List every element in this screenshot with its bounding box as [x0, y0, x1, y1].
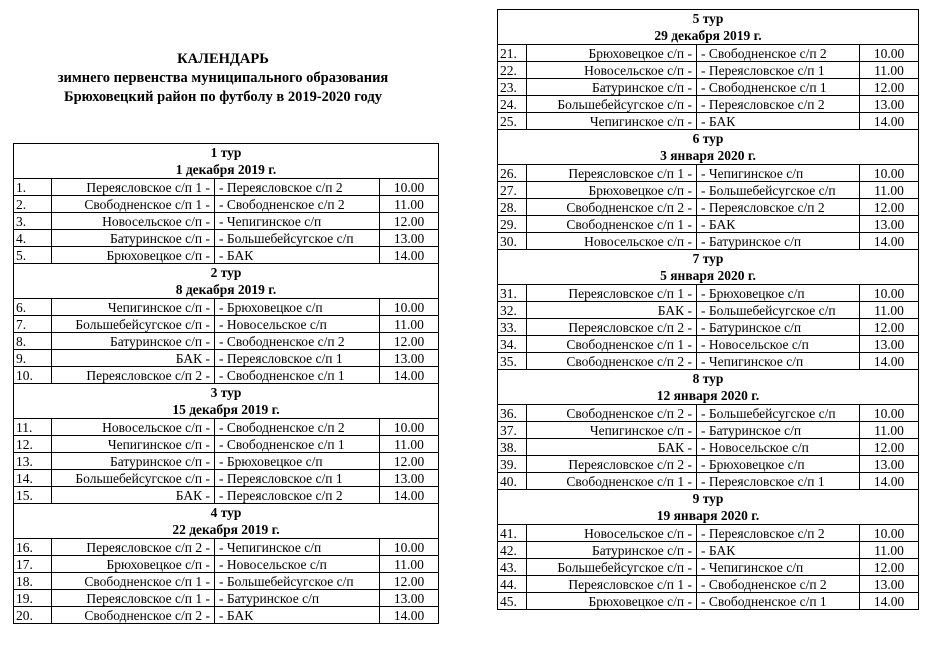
match-time: 12.00	[380, 213, 439, 230]
home-team: Большебейсугское с/п -	[527, 96, 697, 113]
match-number: 29.	[498, 216, 527, 233]
match-row	[498, 473, 919, 490]
match-row	[498, 62, 919, 79]
away-team: - Свободненское с/п 2	[215, 196, 380, 213]
match-time: 10.00	[860, 285, 919, 302]
match-time: 11.00	[380, 316, 439, 333]
away-team: - Свободненское с/п 1	[697, 593, 860, 610]
match-number: 10.	[14, 367, 52, 384]
match-time: 10.00	[860, 405, 919, 422]
round-header-row	[498, 490, 919, 525]
match-time: 10.00	[380, 539, 439, 556]
home-team: БАК -	[52, 487, 215, 504]
document-title	[8, 50, 438, 107]
match-row	[498, 559, 919, 576]
away-team: - Большебейсугское с/п	[215, 573, 380, 590]
match-time: 12.00	[860, 79, 919, 96]
match-time: 14.00	[860, 353, 919, 370]
match-number: 42.	[498, 542, 527, 559]
match-number: 18.	[14, 573, 52, 590]
round-header	[498, 250, 919, 285]
home-team: Свободненское с/п 2 -	[52, 607, 215, 624]
match-number: 30.	[498, 233, 527, 250]
home-team: Переясловское с/п 2 -	[527, 456, 697, 473]
home-team: Новосельское с/п -	[52, 213, 215, 230]
match-row	[498, 542, 919, 559]
title-line-2: зимнего первенства муниципального образования	[57, 70, 389, 86]
match-row	[498, 525, 919, 542]
round-number: 2 тур	[210, 265, 242, 280]
round-header	[14, 504, 439, 539]
home-team: Свободненское с/п 2 -	[527, 353, 697, 370]
home-team: Новосельское с/п -	[527, 525, 697, 542]
away-team: - Свободненское с/п 2	[697, 576, 860, 593]
match-time: 14.00	[380, 247, 439, 264]
match-number: 40.	[498, 473, 527, 490]
away-team: - Большебейсугское с/п	[215, 230, 380, 247]
round-date: 1 декабря 2019 г.	[175, 162, 277, 177]
away-team: - Свободненское с/п 2	[215, 333, 380, 350]
away-team: - Большебейсугское с/п	[697, 302, 860, 319]
match-row	[498, 182, 919, 199]
home-team: Большебейсугское с/п -	[527, 559, 697, 576]
match-row	[14, 487, 439, 504]
away-team: - Брюховецкое с/п	[215, 453, 380, 470]
away-team: - Новосельское с/п	[697, 336, 860, 353]
away-team: - Переясловское с/п 2	[215, 487, 380, 504]
away-team: - Переясловское с/п 2	[697, 199, 860, 216]
match-time: 13.00	[380, 350, 439, 367]
round-number: 3 тур	[210, 385, 242, 400]
round-date: 19 января 2020 г.	[656, 508, 760, 523]
home-team: Брюховецкое с/п -	[527, 45, 697, 62]
match-time: 11.00	[860, 182, 919, 199]
match-row	[498, 319, 919, 336]
match-time: 11.00	[860, 542, 919, 559]
match-row	[14, 299, 439, 316]
match-time: 14.00	[380, 607, 439, 624]
match-row	[498, 216, 919, 233]
match-row	[498, 439, 919, 456]
away-team: - Брюховецкое с/п	[697, 456, 860, 473]
match-number: 6.	[14, 299, 52, 316]
round-header	[498, 10, 919, 45]
home-team: Большебейсугское с/п -	[52, 470, 215, 487]
home-team: Чепигинское с/п -	[52, 436, 215, 453]
home-team: Чепигинское с/п -	[52, 299, 215, 316]
match-row	[14, 350, 439, 367]
home-team: Брюховецкое с/п -	[52, 247, 215, 264]
away-team: - Новосельское с/п	[215, 316, 380, 333]
round-date: 15 декабря 2019 г.	[172, 402, 280, 417]
home-team: Переясловское с/п 2 -	[52, 539, 215, 556]
away-team: - Переясловское с/п 1	[697, 473, 860, 490]
away-team: - Брюховецкое с/п	[215, 299, 380, 316]
home-team: Брюховецкое с/п -	[527, 593, 697, 610]
match-row	[14, 607, 439, 624]
away-team: - Новосельское с/п	[215, 556, 380, 573]
match-time: 14.00	[860, 473, 919, 490]
home-team: Переясловское с/п 1 -	[527, 165, 697, 182]
round-header	[14, 144, 439, 179]
away-team: - Свободненское с/п 1	[215, 436, 380, 453]
match-time: 10.00	[380, 419, 439, 436]
home-team: Батуринское с/п -	[527, 79, 697, 96]
away-team: - Переясловское с/п 2	[697, 525, 860, 542]
home-team: Большебейсугское с/п -	[52, 316, 215, 333]
home-team: Переясловское с/п 1 -	[52, 590, 215, 607]
away-team: - Батуринское с/п	[697, 422, 860, 439]
away-team: - Большебейсугское с/п	[697, 405, 860, 422]
match-row	[498, 285, 919, 302]
home-team: Переясловское с/п 2 -	[527, 319, 697, 336]
match-time: 12.00	[380, 573, 439, 590]
away-team: - Чепигинское с/п	[215, 539, 380, 556]
home-team: БАК -	[527, 302, 697, 319]
away-team: - БАК	[215, 247, 380, 264]
match-time: 11.00	[860, 422, 919, 439]
match-time: 11.00	[380, 436, 439, 453]
round-header-row	[14, 264, 439, 299]
round-header-row	[498, 10, 919, 45]
round-header	[14, 264, 439, 299]
match-row	[14, 436, 439, 453]
round-number: 7 тур	[692, 251, 724, 266]
schedule-table-right	[497, 9, 919, 610]
away-team: - БАК	[215, 607, 380, 624]
round-number: 6 тур	[692, 131, 724, 146]
match-number: 28.	[498, 199, 527, 216]
match-row	[498, 165, 919, 182]
match-row	[498, 336, 919, 353]
match-number: 34.	[498, 336, 527, 353]
round-header-row	[498, 250, 919, 285]
match-row	[14, 470, 439, 487]
away-team: - Чепигинское с/п	[697, 353, 860, 370]
match-row	[498, 576, 919, 593]
match-time: 14.00	[860, 233, 919, 250]
round-date: 3 января 2020 г.	[660, 148, 756, 163]
match-number: 27.	[498, 182, 527, 199]
match-number: 32.	[498, 302, 527, 319]
match-row	[14, 247, 439, 264]
match-number: 36.	[498, 405, 527, 422]
match-row	[14, 179, 439, 196]
match-time: 12.00	[860, 559, 919, 576]
home-team: Свободненское с/п 1 -	[52, 573, 215, 590]
match-number: 20.	[14, 607, 52, 624]
match-time: 14.00	[380, 367, 439, 384]
match-number: 41.	[498, 525, 527, 542]
match-number: 1.	[14, 179, 52, 196]
away-team: - БАК	[697, 216, 860, 233]
away-team: - Переясловское с/п 2	[697, 96, 860, 113]
home-team: Переясловское с/п 2 -	[52, 367, 215, 384]
home-team: Батуринское с/п -	[52, 453, 215, 470]
match-row	[498, 456, 919, 473]
round-number: 9 тур	[692, 491, 724, 506]
match-number: 5.	[14, 247, 52, 264]
title-line-1: КАЛЕНДАРЬ	[177, 51, 269, 67]
round-date: 29 декабря 2019 г.	[654, 28, 762, 43]
match-time: 14.00	[860, 113, 919, 130]
match-row	[498, 199, 919, 216]
home-team: Свободненское с/п 1 -	[527, 336, 697, 353]
round-date: 8 декабря 2019 г.	[175, 282, 277, 297]
match-number: 33.	[498, 319, 527, 336]
match-time: 10.00	[860, 165, 919, 182]
match-row	[14, 556, 439, 573]
match-row	[498, 422, 919, 439]
away-team: - Переясловское с/п 1	[215, 470, 380, 487]
round-header-row	[14, 384, 439, 419]
match-time: 10.00	[380, 299, 439, 316]
match-number: 2.	[14, 196, 52, 213]
match-number: 26.	[498, 165, 527, 182]
match-row	[498, 113, 919, 130]
match-number: 3.	[14, 213, 52, 230]
match-time: 13.00	[860, 576, 919, 593]
match-time: 13.00	[860, 456, 919, 473]
match-number: 17.	[14, 556, 52, 573]
match-number: 14.	[14, 470, 52, 487]
home-team: Переясловское с/п 1 -	[527, 576, 697, 593]
home-team: Переясловское с/п 1 -	[527, 285, 697, 302]
home-team: Брюховецкое с/п -	[52, 556, 215, 573]
home-team: Брюховецкое с/п -	[527, 182, 697, 199]
title-line-3: Брюховецкий район по футболу в 2019-2020 году	[64, 89, 382, 105]
away-team: - Чепигинское с/п	[697, 559, 860, 576]
match-time: 13.00	[860, 96, 919, 113]
round-date: 22 декабря 2019 г.	[172, 522, 280, 537]
round-header	[498, 130, 919, 165]
match-row	[498, 302, 919, 319]
home-team: БАК -	[52, 350, 215, 367]
home-team: Свободненское с/п 1 -	[52, 196, 215, 213]
match-number: 22.	[498, 62, 527, 79]
match-row	[14, 453, 439, 470]
match-row	[14, 367, 439, 384]
match-time: 12.00	[860, 319, 919, 336]
round-number: 5 тур	[692, 11, 724, 26]
round-header-row	[14, 144, 439, 179]
home-team: БАК -	[527, 439, 697, 456]
away-team: - Свободненское с/п 1	[697, 79, 860, 96]
away-team: - Новосельское с/п	[697, 439, 860, 456]
match-number: 38.	[498, 439, 527, 456]
match-number: 21.	[498, 45, 527, 62]
match-number: 7.	[14, 316, 52, 333]
round-header-row	[498, 370, 919, 405]
match-time: 13.00	[380, 470, 439, 487]
away-team: - Батуринское с/п	[215, 590, 380, 607]
away-team: - Свободненское с/п 1	[215, 367, 380, 384]
match-number: 19.	[14, 590, 52, 607]
round-header	[498, 370, 919, 405]
match-time: 13.00	[380, 230, 439, 247]
home-team: Чепигинское с/п -	[527, 113, 697, 130]
round-number: 1 тур	[210, 145, 242, 160]
match-time: 11.00	[380, 196, 439, 213]
match-number: 37.	[498, 422, 527, 439]
home-team: Чепигинское с/п -	[527, 422, 697, 439]
match-time: 10.00	[860, 45, 919, 62]
home-team: Свободненское с/п 2 -	[527, 405, 697, 422]
home-team: Свободненское с/п 1 -	[527, 473, 697, 490]
match-number: 35.	[498, 353, 527, 370]
away-team: - Переясловское с/п 2	[215, 179, 380, 196]
away-team: - БАК	[697, 113, 860, 130]
match-number: 15.	[14, 487, 52, 504]
match-number: 11.	[14, 419, 52, 436]
match-time: 12.00	[860, 439, 919, 456]
match-time: 12.00	[380, 333, 439, 350]
match-row	[14, 333, 439, 350]
away-team: - Брюховецкое с/п	[697, 285, 860, 302]
match-time: 13.00	[860, 336, 919, 353]
match-time: 12.00	[860, 199, 919, 216]
match-number: 12.	[14, 436, 52, 453]
match-row	[14, 316, 439, 333]
match-number: 4.	[14, 230, 52, 247]
match-number: 39.	[498, 456, 527, 473]
away-team: - Батуринское с/п	[697, 319, 860, 336]
round-number: 8 тур	[692, 371, 724, 386]
away-team: - Переясловское с/п 1	[697, 62, 860, 79]
round-header	[498, 490, 919, 525]
match-row	[498, 45, 919, 62]
home-team: Новосельское с/п -	[527, 233, 697, 250]
match-time: 11.00	[860, 302, 919, 319]
match-number: 25.	[498, 113, 527, 130]
match-time: 13.00	[380, 590, 439, 607]
match-row	[14, 590, 439, 607]
match-time: 10.00	[380, 179, 439, 196]
match-number: 43.	[498, 559, 527, 576]
match-number: 45.	[498, 593, 527, 610]
home-team: Свободненское с/п 2 -	[527, 199, 697, 216]
match-row	[14, 196, 439, 213]
round-date: 5 января 2020 г.	[660, 268, 756, 283]
home-team: Батуринское с/п -	[52, 333, 215, 350]
away-team: - Большебейсугское с/п	[697, 182, 860, 199]
away-team: - Батуринское с/п	[697, 233, 860, 250]
home-team: Переясловское с/п 1 -	[52, 179, 215, 196]
away-team: - Переясловское с/п 1	[215, 350, 380, 367]
home-team: Новосельское с/п -	[52, 419, 215, 436]
match-time: 13.00	[860, 216, 919, 233]
match-row	[498, 405, 919, 422]
match-row	[14, 230, 439, 247]
match-row	[14, 539, 439, 556]
away-team: - Свободненское с/п 2	[215, 419, 380, 436]
match-row	[498, 79, 919, 96]
home-team: Батуринское с/п -	[52, 230, 215, 247]
match-row	[498, 593, 919, 610]
match-row	[14, 419, 439, 436]
match-row	[498, 233, 919, 250]
round-header-row	[14, 504, 439, 539]
match-time: 11.00	[380, 556, 439, 573]
schedule-table-left	[13, 143, 439, 624]
match-number: 16.	[14, 539, 52, 556]
away-team: - Чепигинское с/п	[697, 165, 860, 182]
match-row	[14, 573, 439, 590]
away-team: - Чепигинское с/п	[215, 213, 380, 230]
match-time: 10.00	[860, 525, 919, 542]
home-team: Свободненское с/п 1 -	[527, 216, 697, 233]
away-team: - БАК	[697, 542, 860, 559]
match-number: 31.	[498, 285, 527, 302]
match-time: 12.00	[380, 453, 439, 470]
match-time: 11.00	[860, 62, 919, 79]
match-number: 23.	[498, 79, 527, 96]
match-number: 9.	[14, 350, 52, 367]
round-header	[14, 384, 439, 419]
round-header-row	[498, 130, 919, 165]
match-row	[498, 353, 919, 370]
match-number: 24.	[498, 96, 527, 113]
match-number: 8.	[14, 333, 52, 350]
home-team: Новосельское с/п -	[527, 62, 697, 79]
match-number: 13.	[14, 453, 52, 470]
match-time: 14.00	[380, 487, 439, 504]
round-number: 4 тур	[210, 505, 242, 520]
home-team: Батуринское с/п -	[527, 542, 697, 559]
away-team: - Свободненское с/п 2	[697, 45, 860, 62]
round-date: 12 января 2020 г.	[656, 388, 760, 403]
match-row	[14, 213, 439, 230]
match-row	[498, 96, 919, 113]
match-time: 14.00	[860, 593, 919, 610]
match-number: 44.	[498, 576, 527, 593]
